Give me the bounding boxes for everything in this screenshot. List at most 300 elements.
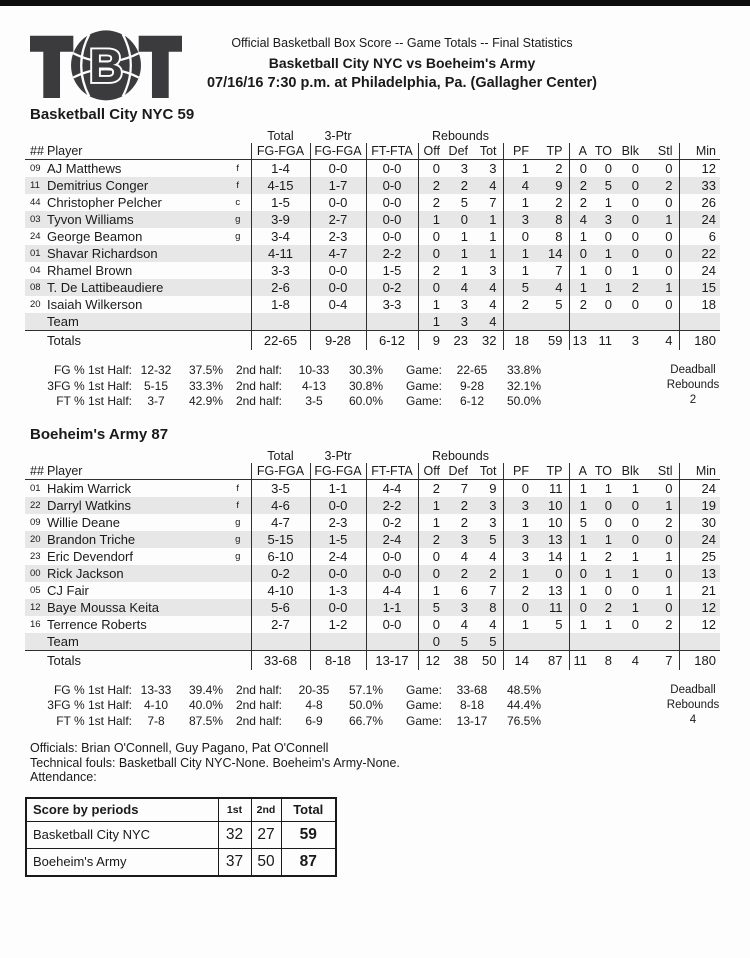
- deadball-value: 2: [689, 394, 697, 406]
- summary-game-made-att: 22-65: [456, 363, 488, 377]
- totals-reb-off: 12: [418, 650, 446, 670]
- spacer: [645, 313, 679, 331]
- player-position: [225, 599, 251, 616]
- player-position: g: [235, 516, 241, 528]
- player-position: [225, 279, 251, 296]
- summary-game-pct: 76.5%: [506, 713, 542, 728]
- col-stl: Stl: [645, 143, 679, 160]
- summary-first-pct: 40.0%: [188, 698, 224, 712]
- player-name: AJ Matthews: [47, 161, 122, 176]
- stat-blocks: 1: [631, 480, 639, 496]
- team-reb-tot: 4: [474, 313, 503, 331]
- summary-second-label: 2nd half:: [235, 682, 282, 697]
- summary-second-made-att: 4-13: [301, 378, 327, 393]
- stat-reb-off: 0: [418, 228, 446, 245]
- spacer: [25, 331, 45, 351]
- spacer: [503, 313, 535, 331]
- col-def: Def: [446, 143, 474, 160]
- summary-rows: [30, 363, 750, 410]
- col-pf: PF: [503, 463, 535, 480]
- stat-blocks: 0: [631, 616, 639, 632]
- col-off: Off: [418, 143, 446, 160]
- player-position: f: [225, 497, 251, 514]
- stat-turnovers: 2: [604, 548, 612, 564]
- stat-assists: 1: [569, 548, 593, 565]
- summary-game-made-att: 13-17: [456, 713, 488, 728]
- stat-3p-fg-fga: 2-7: [310, 211, 366, 228]
- stat-turnovers: 0: [604, 229, 612, 244]
- totals-fg-fga: 22-65: [251, 331, 310, 351]
- summary-game-made-att: 9-28: [459, 378, 485, 393]
- stat-fg-fga: 1-8: [251, 296, 310, 313]
- totals-reb-tot: 32: [474, 331, 503, 351]
- stat-blocks: 0: [618, 211, 645, 228]
- totals-tp: 59: [535, 331, 569, 351]
- stat-pf: 3: [503, 531, 535, 548]
- player-position: [225, 582, 251, 599]
- stat-3p-fg-fga: 2-4: [310, 548, 366, 565]
- stat-minutes: 19: [679, 497, 720, 514]
- totals-stl: 4: [645, 331, 679, 351]
- stat-minutes: 21: [679, 582, 720, 599]
- stat-3p-fg-fga: 0-0: [310, 497, 366, 514]
- spacer: [503, 130, 720, 143]
- stat-reb-def: 4: [460, 616, 468, 632]
- stat-fg-fga: 2-7: [251, 616, 310, 633]
- stat-reb-tot: 3: [474, 497, 503, 514]
- stat-tp: 7: [555, 263, 563, 278]
- stat-pf: 1: [503, 514, 535, 531]
- col-blk: Blk: [618, 143, 645, 160]
- col-fg-fga: FG-FGA: [251, 463, 310, 480]
- stat-assists: 1: [569, 228, 593, 245]
- summary-game-label: Game:: [405, 698, 442, 712]
- stat-3p-fg-fga: 1-7: [310, 177, 366, 194]
- deadball-value: 4: [689, 713, 697, 726]
- stat-ft-fta: 0-2: [366, 514, 418, 531]
- stat-reb-def: 4: [460, 548, 468, 564]
- stat-reb-off: 1: [418, 211, 446, 228]
- summary-period-label: FG % 1st Half:: [53, 363, 132, 377]
- stat-fg-fga: 3-5: [251, 479, 310, 497]
- stat-turnovers: 1: [593, 565, 618, 582]
- summary-second-made-att: 4-8: [305, 698, 323, 712]
- stat-steals: 0: [645, 599, 679, 616]
- stat-reb-def: 3: [446, 599, 474, 616]
- stat-blocks: 1: [631, 263, 639, 278]
- score-row-away: [26, 848, 336, 876]
- stat-turnovers: 1: [604, 480, 612, 496]
- stat-steals: 2: [665, 514, 673, 530]
- player-row: [25, 582, 720, 599]
- stat-reb-off: 1: [418, 296, 446, 313]
- totals-3p-fg-fga: 8-18: [310, 650, 366, 670]
- deadball-label-2: Rebounds: [666, 379, 720, 391]
- player-row: [25, 514, 720, 531]
- stat-reb-tot: 3: [489, 263, 497, 278]
- spacer: [366, 633, 418, 651]
- spacer: [593, 313, 618, 331]
- stat-ft-fta: 4-4: [366, 479, 418, 497]
- stat-reb-def: 1: [460, 229, 468, 244]
- totals-a: 13: [569, 331, 593, 351]
- summary-game-label: Game:: [405, 713, 442, 728]
- header: [30, 28, 750, 102]
- game-notes: [30, 741, 750, 785]
- stat-tp: 8: [555, 229, 563, 244]
- player-name: Demitrius Conger: [45, 177, 225, 194]
- summary-body-home: [25, 313, 720, 350]
- stat-minutes: 18: [679, 296, 720, 313]
- stat-steals: 2: [645, 177, 679, 194]
- deadball-rebounds-home: [658, 363, 728, 408]
- stat-reb-def: 2: [446, 497, 474, 514]
- player-row: [25, 296, 720, 313]
- stat-minutes: 12: [679, 599, 720, 616]
- stat-minutes: 24: [679, 211, 720, 228]
- player-position: [225, 262, 251, 279]
- player-number: 22: [25, 497, 45, 514]
- players-body-home: [25, 160, 720, 314]
- stat-reb-off: 1: [418, 582, 446, 599]
- shooting-summary-row: [30, 698, 750, 714]
- col-tot: Tot: [474, 143, 503, 160]
- summary-first-made-att: 12-32: [140, 363, 172, 377]
- matchup-title: Basketball City NYC vs Boeheim's Army: [268, 55, 536, 71]
- col-3p-fg-fga: FG-FGA: [310, 143, 366, 160]
- player-name: Christopher Pelcher: [47, 195, 162, 210]
- totals-to: 8: [593, 650, 618, 670]
- totals-stl: 7: [645, 650, 679, 670]
- stat-3p-fg-fga: 0-0: [310, 565, 366, 582]
- totals-ft-fta: 13-17: [366, 650, 418, 670]
- stat-fg-fga: 3-4: [251, 228, 310, 245]
- shooting-summary-row: [30, 683, 750, 699]
- stat-reb-tot: 7: [489, 195, 497, 210]
- score-2nd: 27: [251, 821, 281, 848]
- summary-game-pct: 44.4%: [506, 698, 542, 712]
- stat-blocks: 0: [631, 582, 639, 598]
- summary-first-pct: 87.5%: [188, 713, 224, 728]
- stat-pf: 1: [503, 262, 535, 279]
- col-position: [225, 463, 251, 480]
- deadball-label-1: Deadball: [670, 683, 716, 696]
- team-row-label: Team: [45, 633, 225, 651]
- group-total-label: Total: [267, 130, 294, 143]
- stat-assists: 1: [569, 262, 593, 279]
- score-table-head: [26, 798, 336, 822]
- column-group-row: [25, 450, 720, 463]
- stat-reb-def: 2: [446, 177, 474, 194]
- player-row: [25, 279, 720, 296]
- stat-reb-tot: 2: [474, 565, 503, 582]
- stat-minutes: 24: [679, 531, 720, 548]
- stat-reb-def: 3: [446, 531, 474, 548]
- team-reb-def: 5: [446, 633, 474, 651]
- stat-blocks: 0: [631, 229, 639, 244]
- stat-reb-off: 0: [418, 548, 446, 565]
- column-header-row: [25, 463, 720, 480]
- stat-reb-tot: 4: [489, 616, 497, 632]
- shooting-summary-row: [30, 379, 750, 395]
- stat-reb-def: 7: [460, 480, 468, 496]
- group-rebounds-label: Rebounds: [432, 130, 489, 143]
- stat-minutes: 13: [679, 565, 720, 582]
- stat-3p-fg-fga: 1-1: [310, 479, 366, 497]
- spacer: [593, 633, 618, 651]
- summary-second-made-att: 6-9: [305, 713, 323, 728]
- stat-3p-fg-fga: 0-4: [310, 296, 366, 313]
- stat-fg-fga: 5-15: [251, 531, 310, 548]
- deadball-rebounds-away: [658, 683, 728, 728]
- stat-pf: 3: [503, 211, 535, 228]
- report-title: Official Basketball Box Score -- Game Totals -- Final Statistics: [231, 36, 573, 50]
- stat-pf: 0: [503, 228, 535, 245]
- col-ft-fta: FT-FTA: [366, 143, 418, 160]
- score-table-body: [26, 821, 336, 876]
- summary-second-made-att: 20-35: [298, 682, 330, 697]
- summary-period-label: 3FG % 1st Half:: [47, 698, 132, 712]
- stat-reb-def: 3: [460, 297, 468, 312]
- stat-minutes: 24: [679, 479, 720, 497]
- stat-reb-tot: 4: [474, 177, 503, 194]
- stat-reb-def: 3: [460, 161, 468, 176]
- stat-pf: 1: [503, 565, 535, 582]
- totals-reb-def: 23: [446, 331, 474, 351]
- totals-min: 180: [679, 650, 720, 670]
- stat-ft-fta: 0-0: [366, 177, 418, 194]
- stat-reb-off: 2: [418, 479, 446, 497]
- stat-pf: 2: [503, 296, 535, 313]
- spacer: [535, 633, 569, 651]
- stat-turnovers: 1: [593, 279, 618, 296]
- summary-first-made-att: 13-33: [140, 682, 172, 697]
- stat-fg-fga: 1-5: [251, 194, 310, 211]
- player-number: 01: [30, 482, 41, 494]
- spacer: [569, 313, 593, 331]
- col-player: Player: [45, 463, 225, 480]
- stat-steals: 0: [645, 531, 679, 548]
- stat-turnovers: 1: [593, 245, 618, 262]
- col-min: Min: [679, 143, 720, 160]
- stat-turnovers: 3: [593, 211, 618, 228]
- stat-reb-tot: 7: [489, 582, 497, 598]
- player-position: [225, 565, 251, 582]
- summary-game-pct: 32.1%: [506, 378, 542, 393]
- spacer: [25, 313, 45, 331]
- team-row-label: Team: [45, 313, 225, 331]
- stat-fg-fga: 1-4: [251, 160, 310, 178]
- summary-period-label: FT % 1st Half:: [56, 713, 132, 728]
- team-rebounds-row: [25, 313, 720, 331]
- stat-pf: 1: [503, 160, 535, 178]
- stat-reb-off: 2: [418, 531, 446, 548]
- summary-first-made-att: 3-7: [147, 394, 165, 408]
- stat-turnovers: 1: [604, 195, 612, 210]
- stat-pf: 0: [503, 479, 535, 497]
- player-number: 24: [30, 231, 41, 242]
- group-rebounds-label: Rebounds: [432, 449, 489, 463]
- summary-first-made-att: 4-10: [143, 698, 169, 712]
- player-name: Hakim Warrick: [47, 480, 132, 496]
- summary-first-made-att: 5-15: [143, 378, 169, 393]
- stat-steals: 0: [665, 229, 673, 244]
- stat-tp: 11: [549, 480, 563, 496]
- summary-game-pct: 33.8%: [506, 363, 542, 377]
- stat-assists: 1: [569, 531, 593, 548]
- stat-fg-fga: 2-6: [251, 279, 310, 296]
- player-number: 04: [30, 265, 41, 276]
- stat-tp: 13: [548, 582, 563, 598]
- stat-reb-tot: 1: [474, 245, 503, 262]
- stat-fg-fga: 4-7: [251, 514, 310, 531]
- col-a: A: [569, 463, 593, 480]
- spacer: [618, 313, 645, 331]
- summary-game-label: Game:: [405, 378, 442, 393]
- team-heading-home: Basketball City NYC 59: [30, 106, 195, 123]
- stat-ft-fta: 1-5: [366, 262, 418, 279]
- group-total-label: Total: [267, 449, 294, 463]
- stat-fg-fga: 4-15: [251, 177, 310, 194]
- player-number: 44: [30, 197, 41, 208]
- stat-minutes: 6: [679, 228, 720, 245]
- stat-reb-tot: 8: [474, 599, 503, 616]
- totals-reb-tot: 50: [474, 650, 503, 670]
- score-col-1st: 1st: [218, 798, 251, 822]
- player-name: Willie Deane: [47, 514, 120, 530]
- stat-assists: 2: [569, 194, 593, 211]
- player-row: [25, 497, 720, 514]
- totals-fg-fga: 33-68: [251, 650, 310, 670]
- team-reb-off: 0: [418, 633, 446, 651]
- stat-reb-off: 0: [418, 565, 446, 582]
- player-position: g: [235, 231, 241, 242]
- summary-first-pct: 39.4%: [188, 682, 224, 697]
- stat-assists: 0: [569, 160, 593, 178]
- player-row: [25, 211, 720, 228]
- team-reb-tot: 5: [474, 633, 503, 651]
- stat-minutes: 12: [679, 616, 720, 633]
- stat-steals: 1: [645, 497, 679, 514]
- spacer: [25, 650, 45, 670]
- stat-assists: 2: [569, 296, 593, 313]
- spacer: [225, 650, 251, 670]
- stat-assists: 0: [569, 565, 593, 582]
- totals-min: 180: [679, 331, 720, 351]
- stat-reb-tot: 4: [489, 297, 497, 312]
- stat-pf: 5: [503, 279, 535, 296]
- stat-reb-off: 2: [418, 194, 446, 211]
- summary-game-label: Game:: [405, 394, 442, 408]
- deadball-label-2: Rebounds: [666, 698, 720, 711]
- stat-ft-fta: 0-2: [366, 279, 418, 296]
- stat-turnovers: 0: [604, 263, 612, 278]
- stat-turnovers: 0: [593, 497, 618, 514]
- stat-reb-def: 2: [446, 565, 474, 582]
- stat-pf: 1: [503, 194, 535, 211]
- stat-3p-fg-fga: 1-3: [310, 582, 366, 599]
- stat-turnovers: 1: [593, 531, 618, 548]
- stat-reb-def: 0: [446, 211, 474, 228]
- col-to: TO: [593, 143, 618, 160]
- stat-3p-fg-fga: 0-0: [310, 262, 366, 279]
- player-name: Tyvon Williams: [45, 211, 225, 228]
- summary-first-made-att: 7-8: [147, 713, 165, 728]
- player-position: c: [235, 197, 241, 208]
- stat-ft-fta: 2-4: [366, 531, 418, 548]
- stat-turnovers: 0: [604, 161, 612, 176]
- player-number: 05: [30, 584, 41, 596]
- spacer: [535, 313, 569, 331]
- col-3p-fg-fga: FG-FGA: [310, 463, 366, 480]
- stat-reb-def: 2: [460, 514, 468, 530]
- stat-minutes: 25: [679, 548, 720, 565]
- stat-assists: 0: [569, 599, 593, 616]
- stat-pf: 1: [503, 245, 535, 262]
- stat-reb-def: 1: [446, 245, 474, 262]
- summary-second-pct: 30.8%: [348, 378, 384, 393]
- stat-3p-fg-fga: 0-0: [310, 599, 366, 616]
- stat-minutes: 15: [679, 279, 720, 296]
- stat-fg-fga: 6-10: [251, 548, 310, 565]
- stat-assists: 1: [569, 616, 593, 633]
- player-position: [225, 296, 251, 313]
- player-name: Isaiah Wilkerson: [47, 297, 143, 312]
- summary-rows: [30, 683, 750, 730]
- top-black-bar: [0, 0, 750, 6]
- stat-assists: 1: [569, 479, 593, 497]
- player-name: Rick Jackson: [45, 565, 225, 582]
- group-3ptr-label: 3-Ptr: [324, 449, 352, 463]
- player-row: [25, 565, 720, 582]
- stat-ft-fta: 1-1: [366, 599, 418, 616]
- summary-period-label: FG % 1st Half:: [53, 682, 132, 697]
- player-number: 01: [25, 245, 45, 262]
- stat-steals: 0: [665, 195, 673, 210]
- stat-reb-off: 0: [418, 245, 446, 262]
- stat-blocks: 1: [631, 548, 639, 564]
- player-position: [225, 616, 251, 633]
- shooting-summary-row: [30, 394, 750, 410]
- player-number: 11: [25, 177, 45, 194]
- stat-pf: 3: [503, 548, 535, 565]
- spacer: [310, 633, 366, 651]
- header-text: [188, 28, 616, 102]
- spacer: [366, 130, 418, 143]
- spacer: [25, 130, 251, 143]
- team-reb-def: 3: [446, 313, 474, 331]
- stat-steals: 0: [645, 245, 679, 262]
- stats-table-head: [25, 450, 720, 480]
- stat-tp: 2: [555, 161, 563, 176]
- stat-blocks: 2: [618, 279, 645, 296]
- stat-reb-off: 0: [418, 616, 446, 633]
- player-row: [25, 194, 720, 211]
- stat-ft-fta: 2-2: [366, 245, 418, 262]
- stat-minutes: 24: [679, 262, 720, 279]
- stat-steals: 0: [665, 297, 673, 312]
- summary-game-made-att: 33-68: [456, 682, 488, 697]
- stat-reb-off: 2: [418, 262, 446, 279]
- totals-row: [25, 650, 720, 670]
- stat-turnovers: 0: [604, 297, 612, 312]
- stat-ft-fta: 0-0: [366, 160, 418, 178]
- stat-turnovers: 0: [604, 582, 612, 598]
- totals-row: [25, 331, 720, 351]
- stat-tp: 2: [555, 195, 563, 210]
- stat-steals: 0: [665, 480, 673, 496]
- score-team-name: Basketball City NYC: [26, 821, 218, 848]
